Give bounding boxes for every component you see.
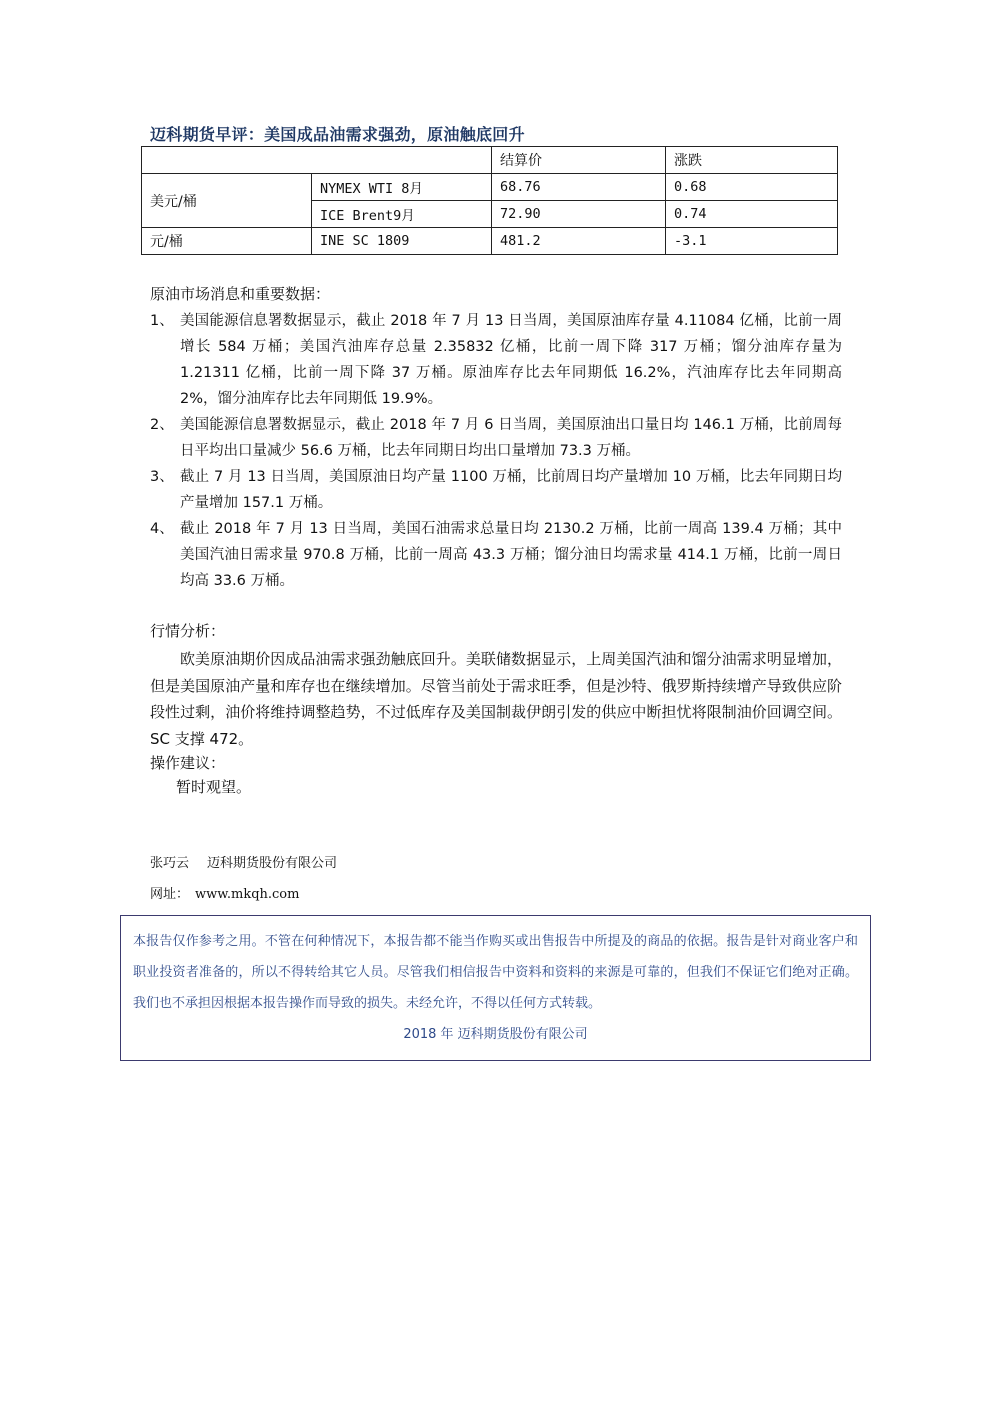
item-text: 美国能源信息署数据显示，截止 2018 年 7 月 13 日当周，美国原油库存量 4.11084 亿桶，比前一周增长 584 万桶；美国汽油库存总量 2.35832 亿桶，比前一周下降 317 万桶；馏分油库存量为 1.21311 亿桶，比前一周下降 37 万桶。原油库存比去年同期低 16.2%，汽油库存比去年同期高 2%，馏分油库存比去年同期低 19.9%。 — [180, 313, 842, 407]
contract-name: INE SC 1809 — [312, 228, 492, 255]
item-number: 3、 — [150, 469, 174, 485]
price-change: 0.74 — [666, 201, 838, 228]
analysis-heading: 行情分析： — [150, 622, 226, 640]
disclaimer-text: 本报告仅作参考之用。不管在何种情况下，本报告都不能当作购买或出售报告中所提及的商品的依据。报告是针对商业客户和职业投资者准备的，所以不得转给其它人员。尽管我们相信报告中资料和资料的来源是可靠的，但我们不保证它们绝对正确。我们也不承担因根据本报告操作而导致的损失。未经允许，不得以任何方式转载。 — [133, 934, 858, 1011]
item-text: 美国能源信息署数据显示，截止 2018 年 7 月 6 日当周，美国原油出口量日均 146.1 万桶，比前周每日平均出口量减少 56.6 万桶，比去年同期日均出口量增加 73.3 万桶。 — [180, 417, 842, 459]
report-title: 迈科期货早评：美国成品油需求强劲，原油触底回升 — [150, 125, 525, 144]
contract-name: ICE Brent9月 — [312, 201, 492, 228]
news-heading: 原油市场消息和重要数据： — [150, 285, 331, 303]
advice-heading: 操作建议： — [150, 754, 226, 772]
author-name: 张巧云 — [150, 856, 190, 871]
item-number: 4、 — [150, 521, 174, 537]
header-settle: 结算价 — [492, 147, 666, 174]
item-number: 1、 — [150, 313, 174, 329]
author-company: 迈科期货股份有限公司 — [207, 856, 338, 871]
advice-text: 暂时观望。 — [176, 778, 252, 796]
table-row — [142, 174, 838, 201]
analysis-text: 欧美原油期价因成品油需求强劲触底回升。美联储数据显示，上周美国汽油和馏分油需求明显增加，但是美国原油产量和库存也在继续增加。尽管当前处于需求旺季，但是沙特、俄罗斯持续增产导致供应阶段性过剩，油价将维持调整趋势，不过低库存及美国制裁伊朗引发的供应中断担忧将限制油价回调空间。SC 支撑 472。 — [150, 650, 842, 748]
list-item — [150, 464, 842, 516]
header-change: 涨跌 — [666, 147, 838, 174]
unit-cny: 元/桶 — [142, 228, 312, 255]
header-blank-cell — [142, 147, 492, 174]
price-change: 0.68 — [666, 174, 838, 201]
author-line — [150, 852, 337, 871]
item-text: 截止 2018 年 7 月 13 日当周，美国石油需求总量日均 2130.2 万桶，比前一周高 139.4 万桶；其中美国汽油日需求量 970.8 万桶，比前一周高 43.3 万桶；馏分油日均需求量 414.1 万桶，比前一周日均高 33.6 万桶。 — [180, 521, 842, 589]
disclaimer-box — [120, 915, 871, 1061]
contract-name: NYMEX WTI 8月 — [312, 174, 492, 201]
price-change: -3.1 — [666, 228, 838, 255]
item-number: 2、 — [150, 417, 174, 433]
list-item — [150, 412, 842, 464]
unit-usd: 美元/桶 — [142, 174, 312, 228]
news-list — [150, 308, 842, 594]
list-item — [150, 516, 842, 594]
table-header-row — [142, 147, 838, 174]
list-item — [150, 308, 842, 412]
website-line — [150, 883, 299, 902]
website-link[interactable]: www.mkqh.com — [195, 887, 300, 902]
settle-price: 68.76 — [492, 174, 666, 201]
table-row — [142, 228, 838, 255]
website-label: 网址： — [150, 887, 190, 902]
settle-price: 72.90 — [492, 201, 666, 228]
item-text: 截止 7 月 13 日当周，美国原油日均产量 1100 万桶，比前周日均产量增加 10 万桶，比去年同期日均产量增加 157.1 万桶。 — [180, 469, 842, 511]
disclaimer-footer: 2018 年 迈科期货股份有限公司 — [403, 1027, 588, 1042]
settle-price: 481.2 — [492, 228, 666, 255]
price-table — [141, 146, 838, 255]
